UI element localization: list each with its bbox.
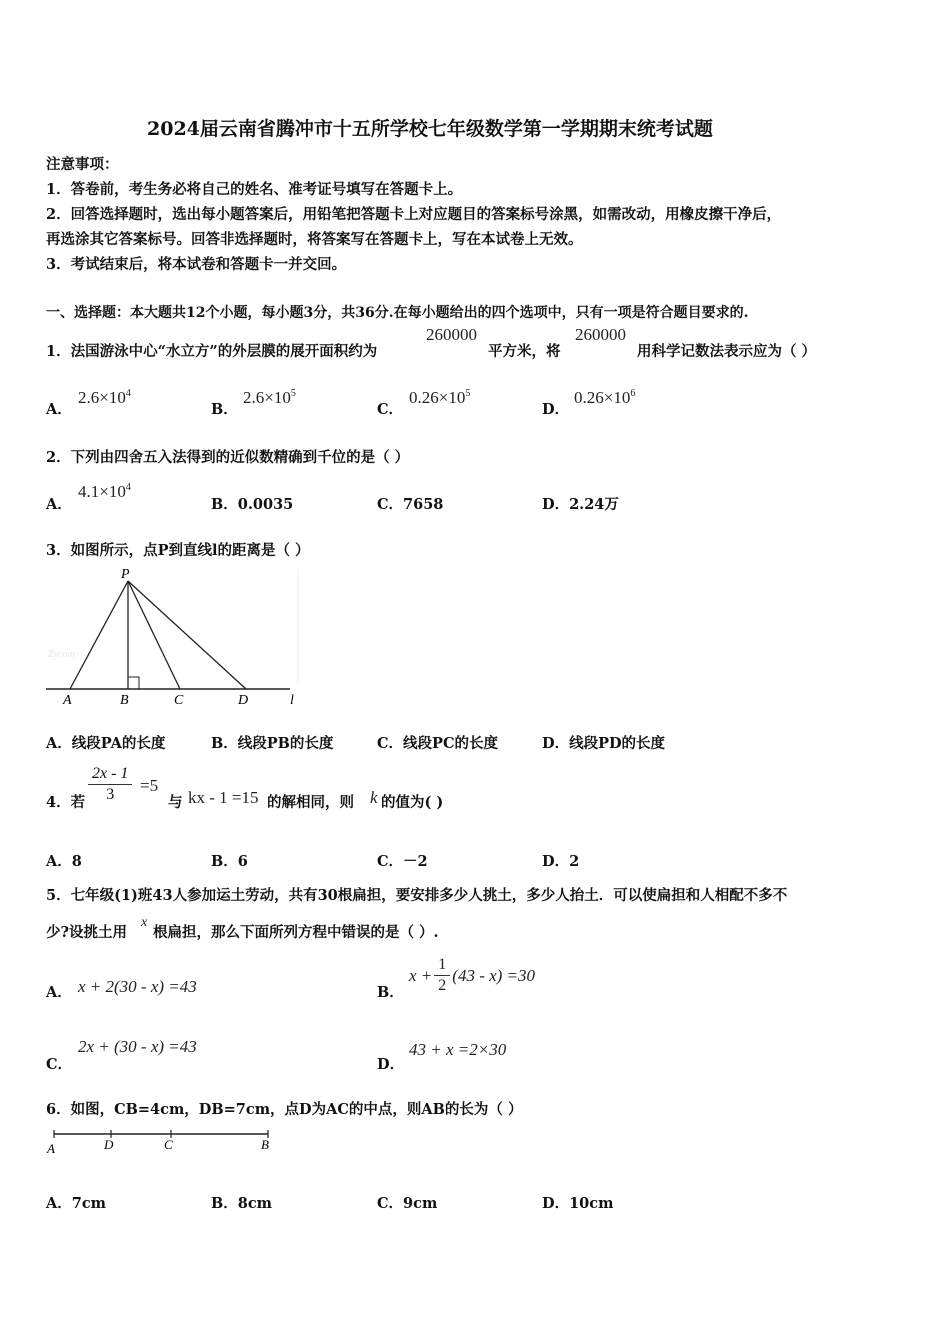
q4-option-d: D．2	[542, 853, 580, 870]
q2-option-d: D．2.24万	[542, 496, 619, 513]
q4-fraction: $\frac{2x - 1}{3}$	[88, 764, 132, 805]
q3-option-a: A．线段PA的长度	[46, 735, 166, 752]
label-b: B	[120, 693, 129, 708]
q4-option-a: A．8	[46, 853, 82, 870]
q4-stem-part4: 的值为( )	[381, 794, 444, 811]
q1-stem-part2: 平方米，将	[488, 343, 561, 360]
q2-option-a-expr: $4.1\times 10^4$	[78, 482, 131, 501]
q6-option-a: A．7cm	[46, 1195, 107, 1212]
q3-figure	[40, 565, 310, 710]
q2-option-a-label: A．	[46, 496, 72, 513]
q2-option-b: B．0.0035	[211, 496, 294, 513]
q1-option-d-expr: $0.26\times 10^6$	[574, 388, 636, 407]
section-heading: 一、选择题：本大题共12个小题，每小题3分，共36分.在每小题给出的四个选项中，只有一项是符合题目要求的.	[46, 305, 749, 321]
q4-eq1: =5	[140, 776, 159, 795]
q1-option-c-expr: $0.26\times 10^5$	[409, 388, 471, 407]
q3-option-d: D．线段PD的长度	[542, 735, 666, 752]
q5-option-a-label: A．	[46, 984, 72, 1001]
label-a: A	[63, 693, 72, 708]
q3-option-b: B．线段PB的长度	[211, 735, 334, 752]
label-c: C	[164, 1137, 173, 1152]
q2-option-c: C．7658	[377, 496, 444, 513]
label-l: l	[290, 693, 294, 708]
notice-item-1: 1．答卷前，考生务必将自己的姓名、准考证号填写在答题卡上。	[46, 181, 463, 198]
q1-stem-part3: 用科学记数法表示应为（ ）	[637, 343, 817, 360]
q1-stem-part1: 1．法国游泳中心“水立方”的外层膜的展开面积约为	[46, 343, 378, 360]
q4-stem-part1: 4．若	[46, 794, 86, 811]
q6-stem: 6．如图，CB=4cm，DB=7cm，点D为AC的中点，则AB的长为（ ）	[46, 1101, 523, 1118]
q4-k: k	[370, 788, 378, 807]
q6-figure	[44, 1124, 279, 1160]
notice-item-2: 2．回答选择题时，选出每小题答案后，用铅笔把答题卡上对应题目的答案标号涂黑，如需改动，用橡皮擦干净后，	[46, 206, 782, 223]
q6-option-c: C．9cm	[377, 1195, 438, 1212]
q5-option-b-label: B．	[377, 984, 404, 1001]
label-c: C	[174, 693, 184, 708]
notice-item-3: 3．考试结束后，将本试卷和答题卡一并交回。	[46, 256, 347, 273]
notice-heading: 注意事项：	[46, 156, 119, 173]
q1-option-a-expr: $2.6\times 10^4$	[78, 388, 131, 407]
q1-option-b-expr: $2.6\times 10^5$	[243, 388, 296, 407]
label-d: D	[238, 693, 249, 708]
q5-option-d-label: D．	[377, 1056, 405, 1073]
q1-option-b-label: B．	[211, 401, 238, 418]
q5-option-d-eq: 43 + x =2×30	[409, 1040, 507, 1059]
q4-stem-part2: 与	[168, 794, 183, 811]
page-title: 2024届云南省腾冲市十五所学校七年级数学第一学期期末统考试题	[147, 118, 713, 140]
q6-option-b: B．8cm	[211, 1195, 273, 1212]
q5-x: x	[141, 915, 148, 930]
segment-pc	[128, 581, 180, 689]
q3-stem: 3．如图所示，点P到直线l的距离是（ ）	[46, 542, 310, 559]
q1-number-2: 260000	[575, 325, 626, 344]
q1-number-1: 260000	[426, 325, 477, 344]
q4-stem-part3: 的解相同，则	[267, 794, 354, 811]
q5-stem-part1: 少?设挑土用	[46, 924, 127, 941]
label-b: B	[261, 1137, 269, 1152]
q6-option-d: D．10cm	[542, 1195, 614, 1212]
q4-option-c: C．－2	[377, 853, 428, 870]
q3-watermark: Zycom	[48, 649, 75, 660]
label-p: P	[121, 567, 130, 582]
q5-option-a-eq: x + 2(30 - x) =43	[78, 977, 197, 996]
q3-option-c: C．线段PC的长度	[377, 735, 498, 752]
q5-stem-line1: 5．七年级(1)班43人参加运土劳动，共有30根扁担，要安排多少人挑土，多少人抬土．可以使扁担和人相配不多不	[46, 887, 788, 904]
segment-pa	[70, 581, 128, 689]
q4-eq2: kx - 1 =15	[188, 788, 259, 807]
q1-option-d-label: D．	[542, 401, 570, 418]
q5-stem-part2: 根扁担，那么下面所列方程中错误的是（ ）.	[153, 924, 439, 941]
label-d: D	[104, 1137, 114, 1152]
q1-option-c-label: C．	[377, 401, 404, 418]
q5-option-c-eq: 2x + (30 - x) =43	[78, 1037, 197, 1056]
right-angle-mark	[128, 677, 139, 689]
q1-option-a-label: A．	[46, 401, 72, 418]
notice-item-2-cont: 再选涂其它答案标号。回答非选择题时，将答案写在答题卡上，写在本试卷上无效。	[46, 231, 583, 248]
segment-pd	[128, 581, 246, 689]
q2-stem: 2．下列由四舍五入法得到的近似数精确到千位的是（ ）	[46, 449, 410, 466]
q5-option-b-eq: x + $\frac{1}{2}$ (43 - x) =30	[409, 956, 536, 994]
label-a: A	[47, 1141, 55, 1156]
q5-option-c-label: C．	[46, 1056, 73, 1073]
q4-option-b: B．6	[211, 853, 248, 870]
